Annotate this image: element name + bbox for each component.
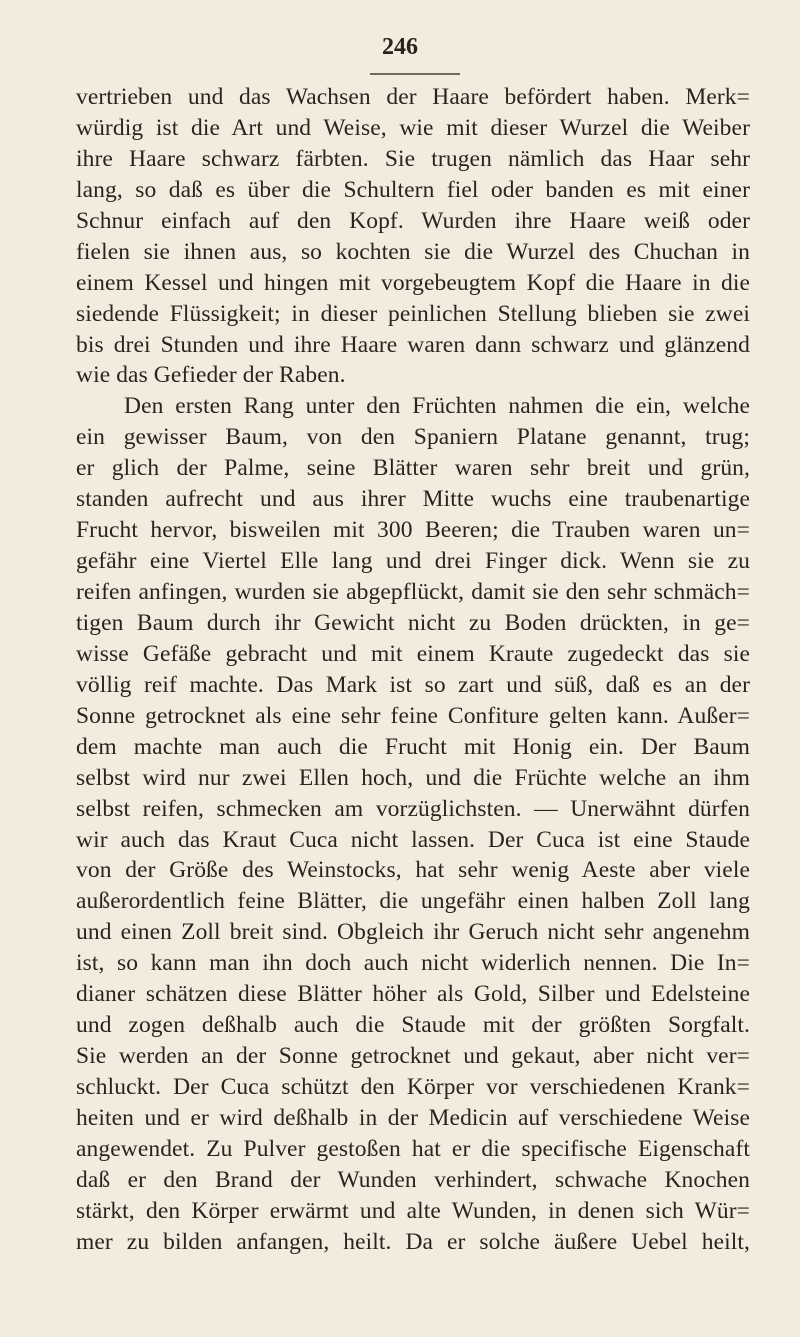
header-rule xyxy=(370,73,460,75)
text-line: selbst wird nur zwei Ellen hoch, und die Früchte welche an ihm xyxy=(76,764,750,791)
text-line: ist, so kann man ihn doch auch nicht widerlich nennen. Die In= xyxy=(76,950,750,977)
text-line: wisse Gefäße gebracht und mit einem Kraute zugedeckt das sie xyxy=(76,640,750,667)
text-line: einem Kessel und hingen mit vorgebeugtem Kopf die Haare in die xyxy=(76,269,750,296)
text-line: wir auch das Kraut Cuca nicht lassen. Der Cuca ist eine Staude xyxy=(76,826,750,853)
text-line: daß er den Brand der Wunden verhindert, schwache Knochen xyxy=(76,1166,750,1193)
text-line: mer zu bilden anfangen, heilt. Da er solche äußere Uebel heilt, xyxy=(76,1228,750,1255)
text-line: würdig ist die Art und Weise, wie mit dieser Wurzel die Weiber xyxy=(76,114,750,141)
text-line: standen aufrecht und aus ihrer Mitte wuchs eine traubenartige xyxy=(76,486,750,513)
text-line: Schnur einfach auf den Kopf. Wurden ihre Haare weiß oder xyxy=(76,207,750,234)
text-line: er glich der Palme, seine Blätter waren sehr breit und grün, xyxy=(76,455,750,482)
text-line: und zogen deßhalb auch die Staude mit der größten Sorgfalt. xyxy=(76,1012,750,1039)
text-line: gefähr eine Viertel Elle lang und drei Finger dick. Wenn sie zu xyxy=(76,548,750,575)
page-number: 246 xyxy=(382,34,418,60)
text-line: ihre Haare schwarz färbten. Sie trugen nämlich das Haar sehr xyxy=(76,145,750,172)
text-line: schluckt. Der Cuca schützt den Körper vor verschiedenen Krank= xyxy=(76,1074,750,1100)
text-line: Sonne getrocknet als eine sehr feine Confiture gelten kann. Außer= xyxy=(76,702,750,729)
text-line: Den ersten Rang unter den Früchten nahmen die ein, welche xyxy=(124,393,750,420)
text-line: selbst reifen, schmecken am vorzüglichsten. — Unerwähnt dürfen xyxy=(76,795,750,822)
body-text xyxy=(76,82,750,1258)
text-line: lang, so daß es über die Schultern fiel oder banden es mit einer xyxy=(76,176,750,203)
text-line: wie das Gefieder der Raben. xyxy=(76,362,346,389)
text-line: angewendet. Zu Pulver gestoßen hat er die specifische Eigenschaft xyxy=(76,1135,750,1162)
text-line: heiten und er wird deßhalb in der Medicin auf verschiedene Weise xyxy=(76,1104,750,1131)
text-line: stärkt, den Körper erwärmt und alte Wunden, in denen sich Wür= xyxy=(76,1197,750,1224)
text-line: und einen Zoll breit sind. Obgleich ihr Geruch nicht sehr angenehm xyxy=(76,919,750,946)
text-line: Sie werden an der Sonne getrocknet und gekaut, aber nicht ver= xyxy=(76,1043,750,1070)
text-line: völlig reif machte. Das Mark ist so zart und süß, daß es an der xyxy=(76,671,750,698)
text-line: ein gewisser Baum, von den Spaniern Platane genannt, trug; xyxy=(76,424,750,451)
text-line: dem machte man auch die Frucht mit Honig ein. Der Baum xyxy=(76,733,750,760)
text-line: von der Größe des Weinstocks, hat sehr wenig Aeste aber viele xyxy=(76,857,750,884)
text-line: außerordentlich feine Blätter, die ungefähr einen halben Zoll lang xyxy=(76,888,750,915)
text-line: siedende Flüssigkeit; in dieser peinlichen Stellung blieben sie zwei xyxy=(76,300,750,327)
text-line: Frucht hervor, bisweilen mit 300 Beeren; die Trauben waren un= xyxy=(76,517,750,544)
text-line: fielen sie ihnen aus, so kochten sie die Wurzel des Chuchan in xyxy=(76,238,750,265)
text-line: vertrieben und das Wachsen der Haare befördert haben. Merk= xyxy=(76,84,750,110)
text-line: tigen Baum durch ihr Gewicht nicht zu Boden drückten, in ge= xyxy=(76,609,750,636)
text-line: dianer schätzen diese Blätter höher als Gold, Silber und Edelsteine xyxy=(76,981,750,1008)
text-line: bis drei Stunden und ihre Haare waren dann schwarz und glänzend xyxy=(76,331,750,358)
text-line: reifen anfingen, wurden sie abgepflückt, damit sie den sehr schmäch= xyxy=(76,579,750,605)
